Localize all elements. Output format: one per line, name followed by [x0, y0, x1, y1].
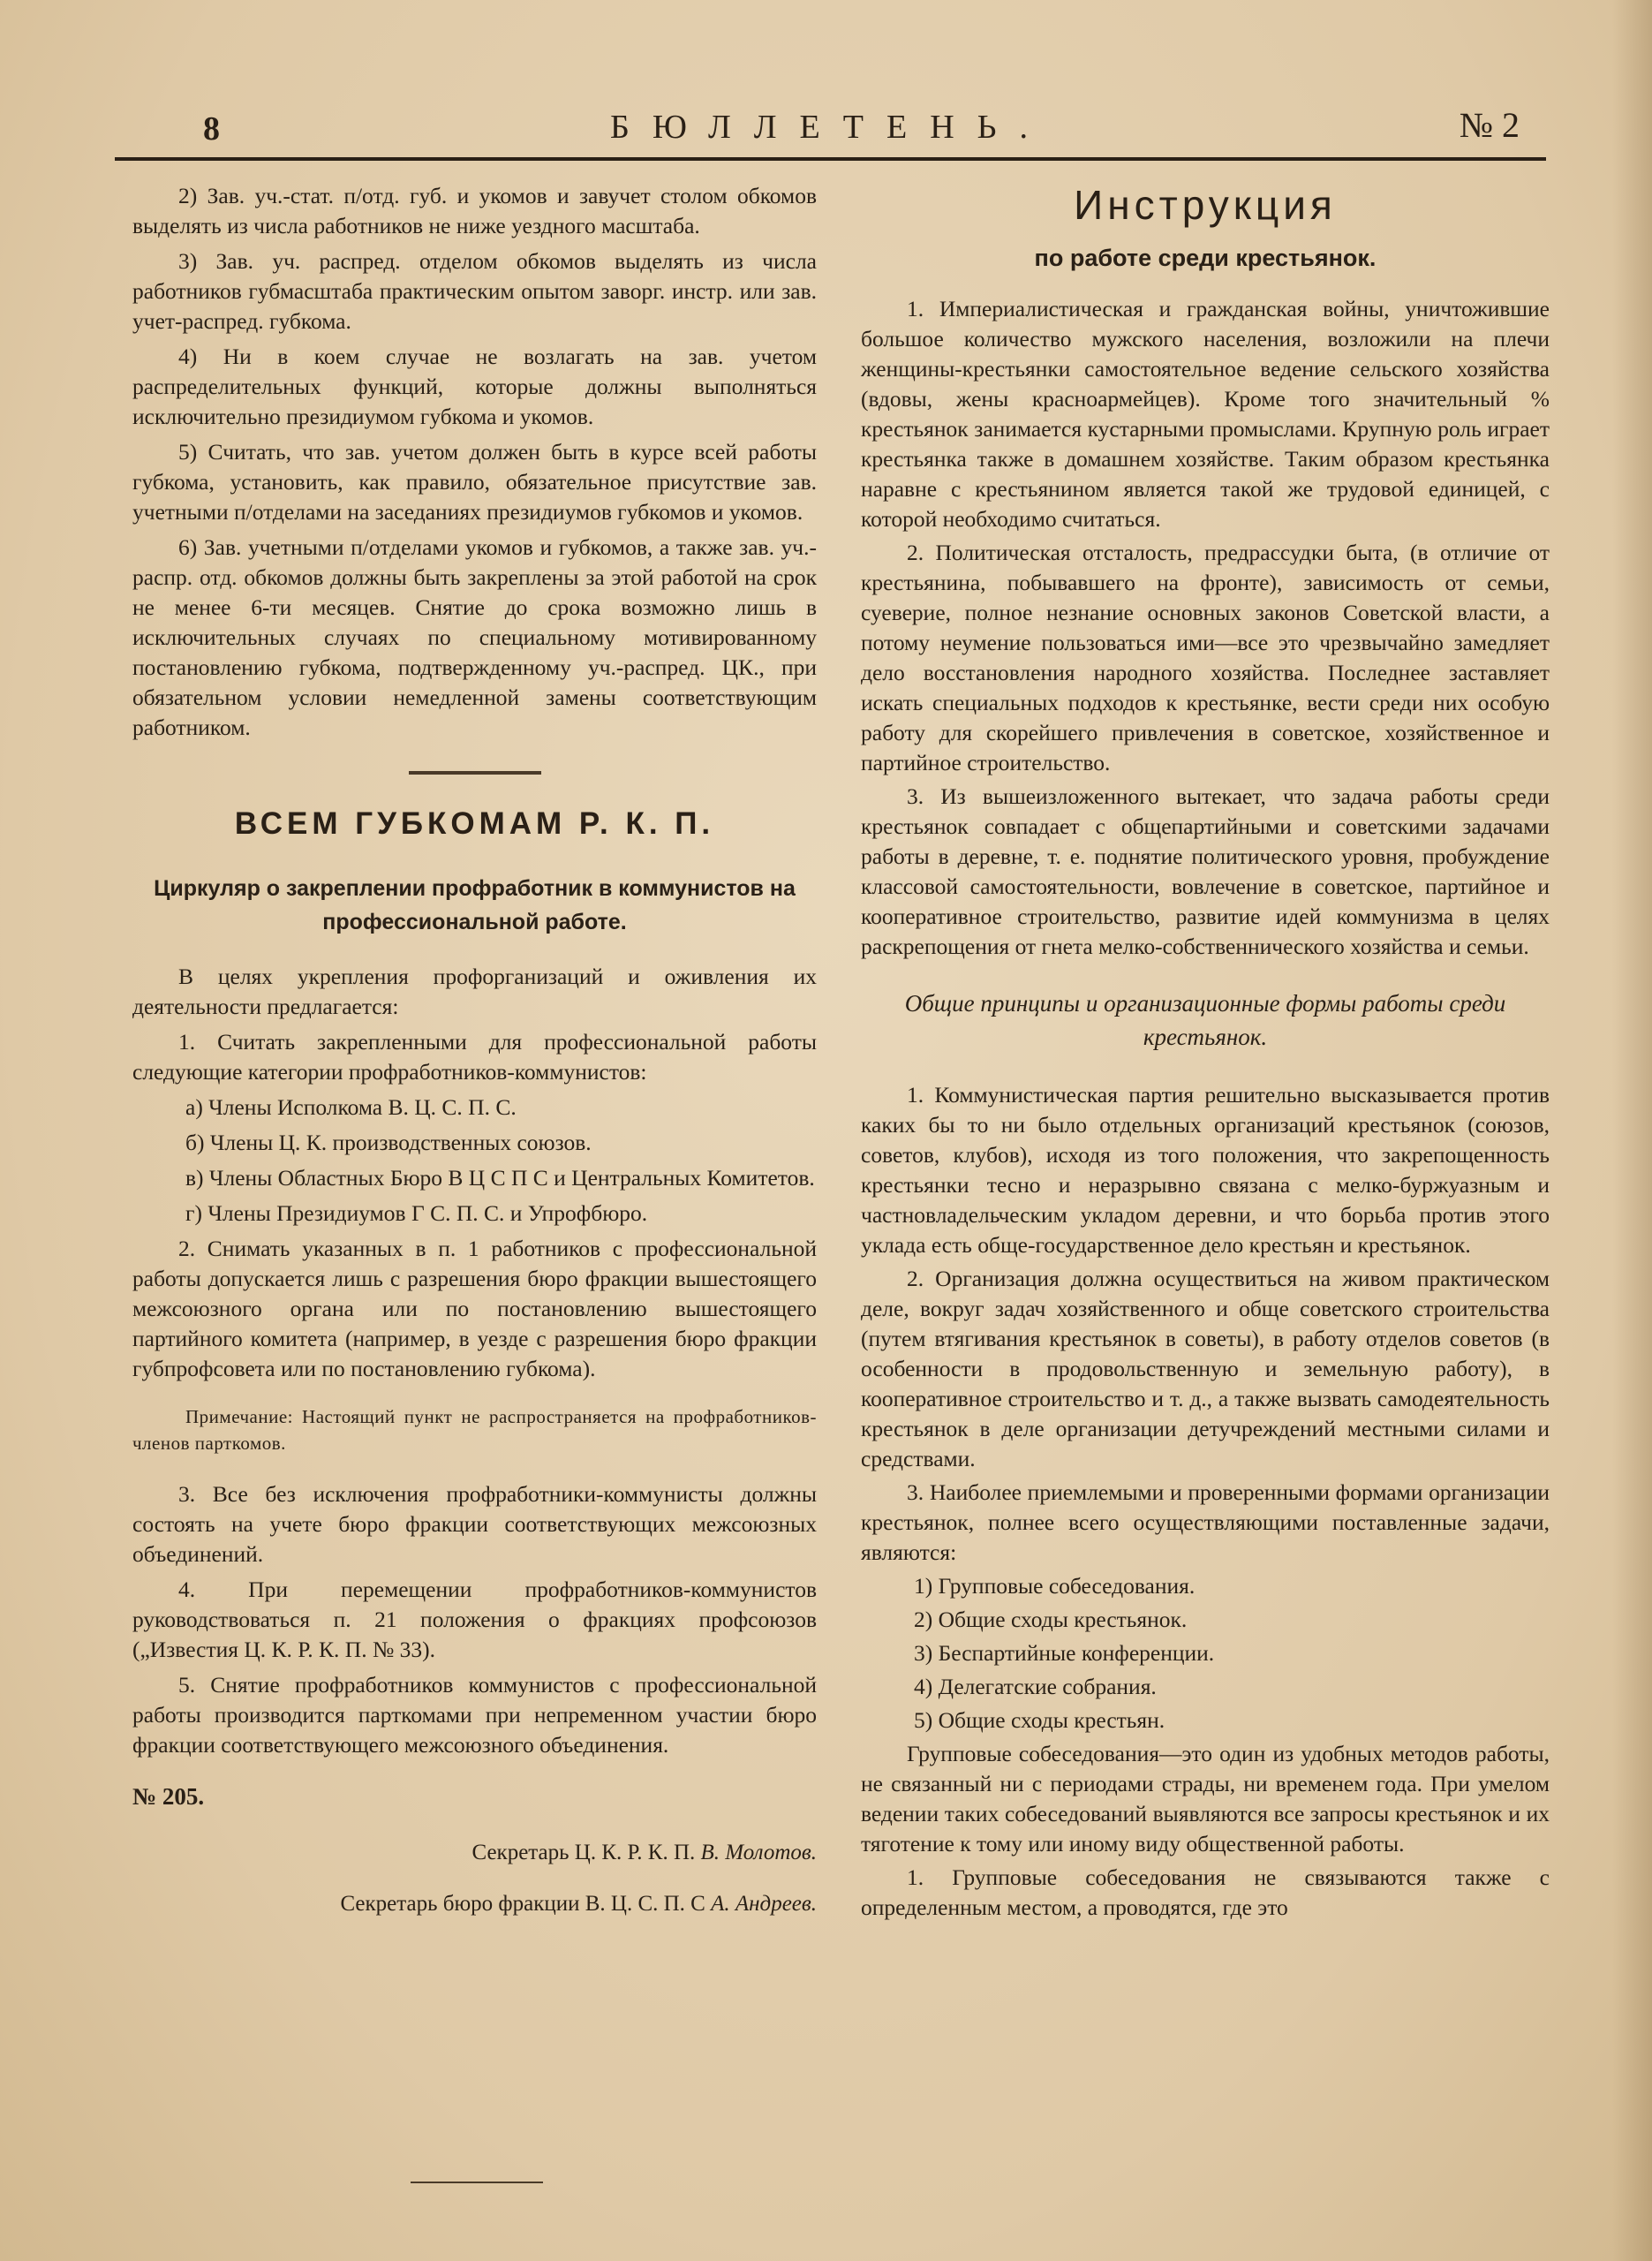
circular-point: 5. Снятие профработников коммунистов с профессиональной работы производится парткомами при непременном участии бюро фракции соответствующего межсоюзного объединения.: [132, 1672, 817, 1758]
page-edge-shadow: [1612, 0, 1652, 2261]
form-item: 4) Делегатские собрания.: [914, 1674, 1157, 1699]
principles-paragraph: 3. Наиболее приемлемыми и проверенными формами организации крестьянок, полнее всего осуществляющими поставленные задачи, являются:: [861, 1479, 1550, 1565]
right-column: [861, 181, 1550, 1926]
instruction-subtitle: по работе среди крестьянок.: [1034, 245, 1377, 271]
section-divider: [409, 771, 541, 775]
signature-name: В. Молотов.: [700, 1841, 817, 1864]
issue-number: № 2: [1459, 105, 1520, 145]
category-item: в) Члены Областных Бюро В Ц С П С и Центральных Комитетов.: [185, 1165, 815, 1191]
form-item: 1) Групповые собеседования.: [914, 1573, 1196, 1599]
circular-title: Циркуляр о закреплении профработник в коммунистов на профессиональной работе.: [154, 876, 796, 934]
left-column: [132, 181, 817, 1940]
page-number: 8: [203, 110, 220, 147]
instruction-paragraph: 2. Политическая отсталость, предрассудки быта, (в отличие от крестьянина, побывавшего на фронте), зависимость от семьи, суеверие, полное незнание основных законов Советской власти, а потому неумение пользоваться ими—все это чрезвычайно замедляет дело восстановления народного хозяйства. Последнее заставляет искать специальных подходов к крестьянке, вести среди них особую работу для скорейшего привлечения в советское, хозяйственное и партийное строительство.: [861, 540, 1550, 775]
signature-role: Секретарь бюро фракции В. Ц. С. П. С: [340, 1892, 705, 1916]
instruction-paragraph: Групповые собеседования—это один из удобных методов работы, не связанный ни с периодами страды, ни временем года. При умелом ведении таких собеседований выявляются все запросы крестьянок и их тяготение к тому или иному виду общественной работы.: [861, 1741, 1550, 1856]
left-item: 2) Зав. уч.-стат. п/отд. губ. и укомов и завучет столом обкомов выделять из числа работников не ниже уездного масштаба.: [132, 183, 817, 238]
signature-role: Секретарь Ц. К. Р. К. П.: [471, 1841, 696, 1864]
circular-point: 3. Все без исключения профработники-коммунисты должны состоять на учете бюро фракции соответствующих межсоюзных объединений.: [132, 1481, 817, 1567]
section-heading: ВСЕМ ГУБКОМАМ Р. К. П.: [234, 806, 715, 841]
bulletin-title: БЮЛЛЕТЕНЬ.: [610, 109, 1051, 146]
left-item: 3) Зав. уч. распред. отделом обкомов выделять из числа работников губмасштаба практическим опытом заворг. инстр. или зав. учет-распред. губкома.: [132, 248, 817, 334]
document-number: № 205.: [132, 1783, 205, 1810]
form-item: 5) Общие сходы крестьян.: [914, 1707, 1165, 1733]
principles-paragraph: 2. Организация должна осуществиться на живом практическом деле, вокруг задач хозяйственного и обще советского строительства (путем втягивания крестьянок в советы), в работу отделов советов (в особенности в продовольственную и земельную работу), в кооперативное строительство и т. д., а также вызвать самодеятельность крестьянок в деле организации детучреждений местными силами и средствами.: [861, 1266, 1550, 1471]
form-item: 3) Беспартийные конференции.: [914, 1640, 1215, 1666]
signature-name: А. Андреев.: [711, 1892, 817, 1916]
left-item: 4) Ни в коем случае не возлагать на зав. учетом распределительных функций, которые должны выполняться исключительно президиумом губкома и укомов.: [132, 344, 817, 429]
circular-point: 1. Считать закрепленными для профессиональной работы следующие категории профработников-коммунистов:: [132, 1029, 817, 1085]
principles-paragraph: 1. Коммунистическая партия решительно высказывается против каких бы то ни было отдельных организаций крестьянок (союзов, советов, клубов), исходя из того положения, что закрепощенность крестьянки тесно и неразрывно связана с мелко-буржуазным и частновладельческим укладом деревни, и что борьба против этого уклада есть обще-государственное дело крестьян и крестьянок.: [861, 1082, 1550, 1258]
page-header: [115, 104, 1546, 159]
instruction-paragraph: 3. Из вышеизложенного вытекает, что задача работы среди крестьянок совпадает с общепартийными и советскими задачами работы в деревне, т. е. поднятие политического уровня, пробуждение классовой самостоятельности, вовлечение в советское, партийное и кооперативное строительство, развитие идей коммунизма в целях раскрепощения от гнета мелко-собственнического хозяйства и семьи.: [861, 783, 1550, 959]
circular-point: 4. При перемещении профработников-коммунистов руководствоваться п. 21 положения о фракциях профсоюзов („Известия Ц. К. Р. К. П. № 33).: [132, 1577, 817, 1662]
principles-heading: Общие принципы и организационные формы работы среди крестьянок.: [904, 990, 1506, 1050]
signature-line: [132, 1889, 817, 1919]
left-item: 6) Зав. учетными п/отделами укомов и губкомов, а также зав. уч.-распр. отд. обкомов должны быть закреплены за этой работой на срок не менее 6-ти месяцев. Снятие до срока возможно лишь в исключительных случаях по специальному мотивированному постановлению губкома, подтвержденному уч.-распред. ЦК., при обязательном условии немедленной замены соответствующим работником.: [132, 534, 817, 740]
circular-note: Примечание: Настоящий пункт не распространяется на профработников-членов парткомов.: [132, 1406, 817, 1454]
form-item: 2) Общие сходы крестьянок.: [914, 1607, 1188, 1632]
instruction-paragraph: 1. Империалистическая и гражданская войны, уничтожившие большое количество мужского населения, возложили на плечи женщины-крестьянки самостоятельное ведение сельского хозяйства (вдовы, жены красноармейцев). Кроме того значительный % крестьянок занимается кустарными промыслами. Крупную роль играет крестьянка также в домашнем хозяйстве. Таким образом крестьянка наравне с крестьянином является такой же трудовой единицей, с которой необходимо считаться.: [861, 296, 1550, 532]
circular-intro: В целях укрепления профорганизаций и оживления их деятельности предлагается:: [132, 964, 817, 1019]
header-rule: [115, 157, 1546, 161]
signature-line: [132, 1838, 817, 1868]
left-item: 5) Считать, что зав. учетом должен быть в курсе всей работы губкома, установить, как правило, обязательное присутствие зав. учетными п/отделами на заседаниях президиумов губкомов и укомов.: [132, 439, 817, 525]
bottom-divider: [411, 2182, 543, 2183]
category-item: г) Члены Президиумов Г С. П. С. и Упрофбюро.: [185, 1200, 648, 1226]
instruction-paragraph: 1. Групповые собеседования не связываются также с определенным местом, а проводятся, где это: [861, 1864, 1550, 1920]
circular-point: 2. Снимать указанных в п. 1 работников с профессиональной работы допускается лишь с разрешения бюро фракции вышестоящего межсоюзного органа или по постановлению вышестоящего партийного комитета (например, в уезде с разрешения бюро фракции губпрофсовета или по постановлению губкома).: [132, 1236, 817, 1381]
category-item: б) Члены Ц. К. производственных союзов.: [185, 1130, 592, 1155]
category-item: а) Члены Исполкома В. Ц. С. П. С.: [185, 1094, 517, 1120]
instruction-title: Инструкция: [1074, 182, 1337, 228]
